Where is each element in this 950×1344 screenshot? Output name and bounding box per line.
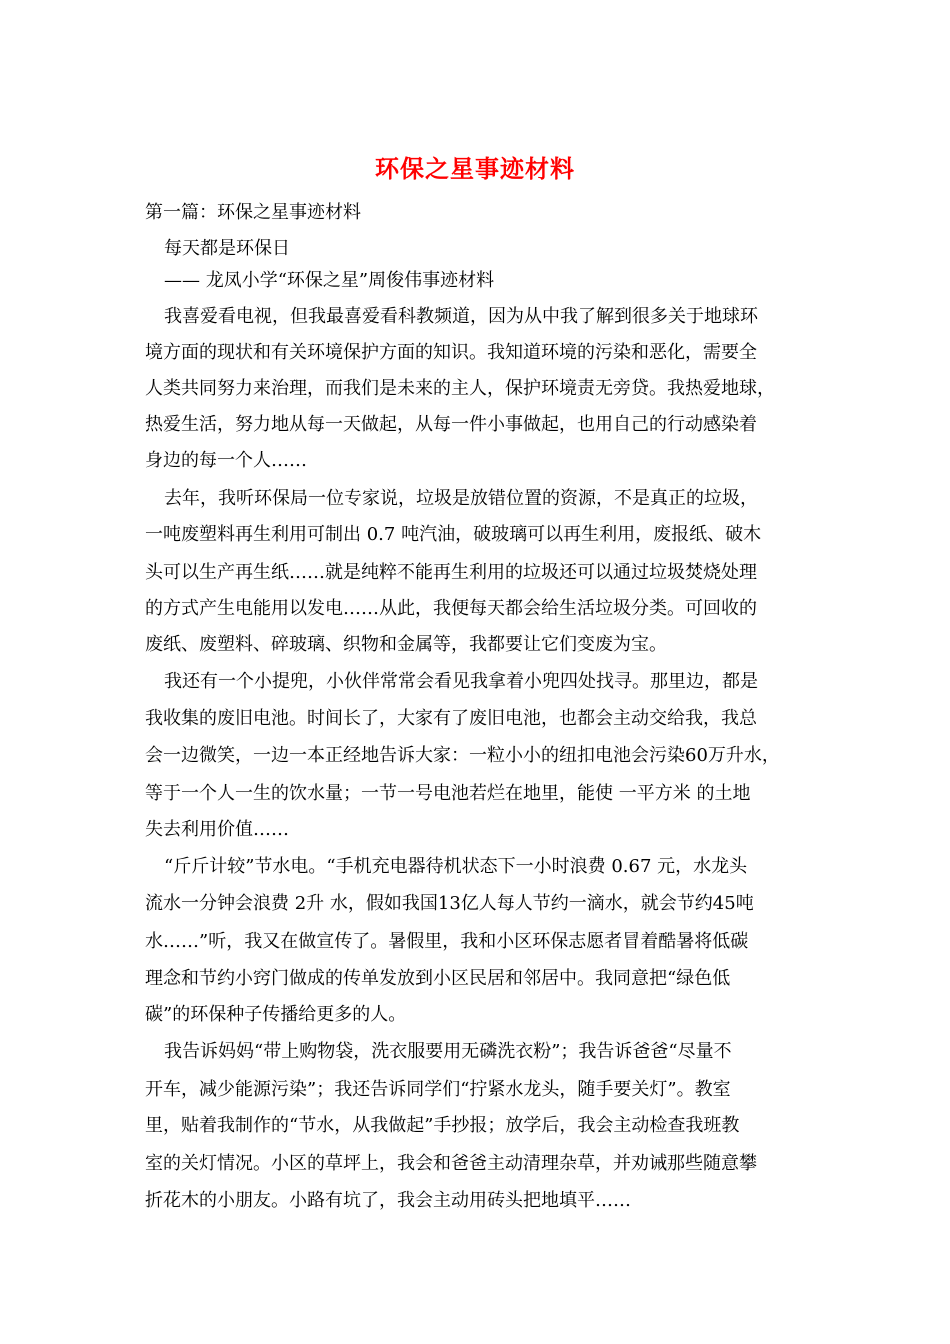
paragraph-line: 头可以生产再生纸……就是纯粹不能再生利用的垃圾还可以通过垃圾焚烧处理 xyxy=(145,562,757,583)
paragraph-line: 我告诉妈妈“带上购物袋，洗衣服要用无磷洗衣粉”；我告诉爸爸“尽量不 xyxy=(164,1041,732,1062)
paragraph-line: 流水一分钟会浪费 2升 水，假如我国13亿人每人节约一滴水，就会节约45吨 xyxy=(145,893,754,914)
paragraph-line: 热爱生活，努力地从每一天做起，从每一件小事做起，也用自己的行动感染着 xyxy=(145,414,757,435)
paragraph-line: 折花木的小朋友。小路有坑了，我会主动用砖头把地填平…… xyxy=(145,1190,631,1211)
paragraph-line: 会一边微笑，一边一本正经地告诉大家：一粒小小的纽扣电池会污染60万升水， xyxy=(145,745,780,766)
paragraph-line: 我收集的废旧电池。时间长了，大家有了废旧电池，也都会主动交给我，我总 xyxy=(145,708,757,729)
paragraph-line: 人类共同努力来治理，而我们是未来的主人，保护环境责无旁贷。我热爱地球， xyxy=(145,378,775,399)
paragraph-line: 境方面的现状和有关环境保护方面的知识。我知道环境的污染和恶化，需要全 xyxy=(145,342,757,363)
paragraph-line: 碳”的环保种子传播给更多的人。 xyxy=(145,1004,407,1025)
document-title: 环保之星事迹材料 xyxy=(375,154,575,183)
paragraph-line: 身边的每一个人…… xyxy=(145,450,307,471)
section-heading: 第一篇：环保之星事迹材料 xyxy=(145,202,361,223)
article-subtitle: 每天都是环保日 xyxy=(164,238,290,259)
paragraph-line: 失去利用价值…… xyxy=(145,819,289,840)
paragraph-line: 去年，我听环保局一位专家说，垃圾是放错位置的资源，不是真正的垃圾， xyxy=(164,488,758,509)
paragraph-line: 理念和节约小窍门做成的传单发放到小区民居和邻居中。我同意把“绿色低 xyxy=(145,968,731,989)
paragraph-line: 废纸、废塑料、碎玻璃、织物和金属等，我都要让它们变废为宝。 xyxy=(145,634,667,655)
paragraph-line: 室的关灯情况。小区的草坪上，我会和爸爸主动清理杂草，并劝诫那些随意攀 xyxy=(145,1153,757,1174)
article-byline: —— 龙凤小学“环保之星”周俊伟事迹材料 xyxy=(164,270,495,291)
paragraph-line: “斤斤计较”节水电。“手机充电器待机状态下一小时浪费 0.67 元，水龙头 xyxy=(164,856,748,877)
paragraph-line: 水……”听，我又在做宣传了。暑假里，我和小区环保志愿者冒着酷暑将低碳 xyxy=(145,931,749,952)
paragraph-line: 等于一个人一生的饮水量；一节一号电池若烂在地里，能使 一平方米 的土地 xyxy=(145,783,751,804)
paragraph-line: 的方式产生电能用以发电……从此，我便每天都会给生活垃圾分类。可回收的 xyxy=(145,598,757,619)
paragraph-line: 我还有一个小提兜，小伙伴常常会看见我拿着小兜四处找寻。那里边，都是 xyxy=(164,671,758,692)
paragraph-line: 我喜爱看电视，但我最喜爱看科教频道，因为从中我了解到很多关于地球环 xyxy=(164,306,758,327)
paragraph-line: 开车，减少能源污染”；我还告诉同学们“拧紧水龙头，随手要关灯”。教室 xyxy=(145,1079,731,1100)
paragraph-line: 里，贴着我制作的“节水，从我做起”手抄报；放学后，我会主动检查我班教 xyxy=(145,1115,740,1136)
paragraph-line: 一吨废塑料再生利用可制出 0.7 吨汽油，破玻璃可以再生利用，废报纸、破木 xyxy=(145,524,762,545)
